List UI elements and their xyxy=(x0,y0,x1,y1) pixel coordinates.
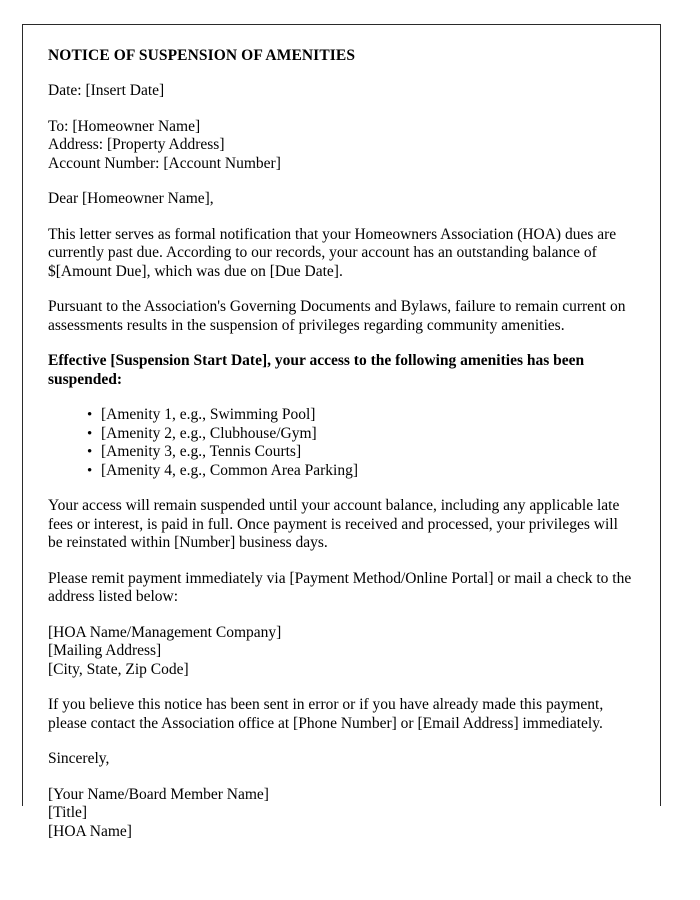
remit-address-line-2: [Mailing Address] xyxy=(48,642,162,659)
effective-suspension-heading: Effective [Suspension Start Date], your access to the following amenities has been suspended: xyxy=(48,352,585,388)
salutation: Dear [Homeowner Name], xyxy=(48,190,214,207)
list-item-label: [Amenity 4, e.g., Common Area Parking] xyxy=(101,461,358,479)
document-body xyxy=(48,47,632,858)
paragraph-governing-documents: Pursuant to the Association's Governing Documents and Bylaws, failure to remain current on assessments results in the suspension of privileges regarding community amenities. xyxy=(48,298,626,334)
date-line: Date: [Insert Date] xyxy=(48,82,165,99)
list-item xyxy=(87,424,632,444)
recipient-account-number-line: Account Number: [Account Number] xyxy=(48,154,281,172)
paragraph-remit-payment: Please remit payment immediately via [Payment Method/Online Portal] or mail a check to the address listed below: xyxy=(48,569,632,605)
list-item-label: [Amenity 3, e.g., Tennis Courts] xyxy=(101,443,302,460)
list-item-label: [Amenity 1, e.g., Swimming Pool] xyxy=(101,406,316,423)
document-page xyxy=(22,24,661,840)
remit-address-line-3: [City, State, Zip Code] xyxy=(48,660,189,678)
remit-address-line-1: [HOA Name/Management Company] xyxy=(48,623,282,641)
bullet-icon: • xyxy=(87,444,93,460)
list-item xyxy=(87,443,632,462)
closing-salutation: Sincerely, xyxy=(48,750,110,767)
signature-name-line: [Your Name/Board Member Name] xyxy=(48,785,269,803)
list-item xyxy=(87,461,632,481)
signature-title-line: [Title] xyxy=(48,804,88,821)
paragraph-past-due-notice: This letter serves as formal notification that your Homeowners Association (HOA) dues are currently past due. According to our records, your account has an outstanding balance of $[Amount Due], which was due on [Due Date]. xyxy=(48,225,617,280)
signature-hoa-name-line: [HOA Name] xyxy=(48,822,132,840)
list-item-label: [Amenity 2, e.g., Clubhouse/Gym] xyxy=(101,424,317,442)
bullet-icon: • xyxy=(87,407,93,423)
recipient-block xyxy=(48,118,632,174)
bullet-icon: • xyxy=(87,462,93,479)
page-title: NOTICE OF SUSPENSION OF AMENITIES xyxy=(48,47,356,64)
recipient-to-line: To: [Homeowner Name] xyxy=(48,117,201,135)
recipient-address-line: Address: [Property Address] xyxy=(48,136,225,153)
remit-address-block xyxy=(48,624,632,680)
suspended-amenities-list xyxy=(48,406,632,480)
list-item xyxy=(87,406,632,425)
paragraph-reinstatement-terms: Your access will remain suspended until your account balance, including any applicable late fees or interest, is paid in full. Once payment is received and processed, your privileges will be reinstated within [Number] business days. xyxy=(48,497,620,551)
bullet-icon: • xyxy=(87,425,93,442)
signature-block xyxy=(48,786,632,842)
paragraph-contact-if-error: If you believe this notice has been sent in error or if you have already made this payment, please contact the Association office at [Phone Number] or [Email Address] immediately. xyxy=(48,696,604,732)
